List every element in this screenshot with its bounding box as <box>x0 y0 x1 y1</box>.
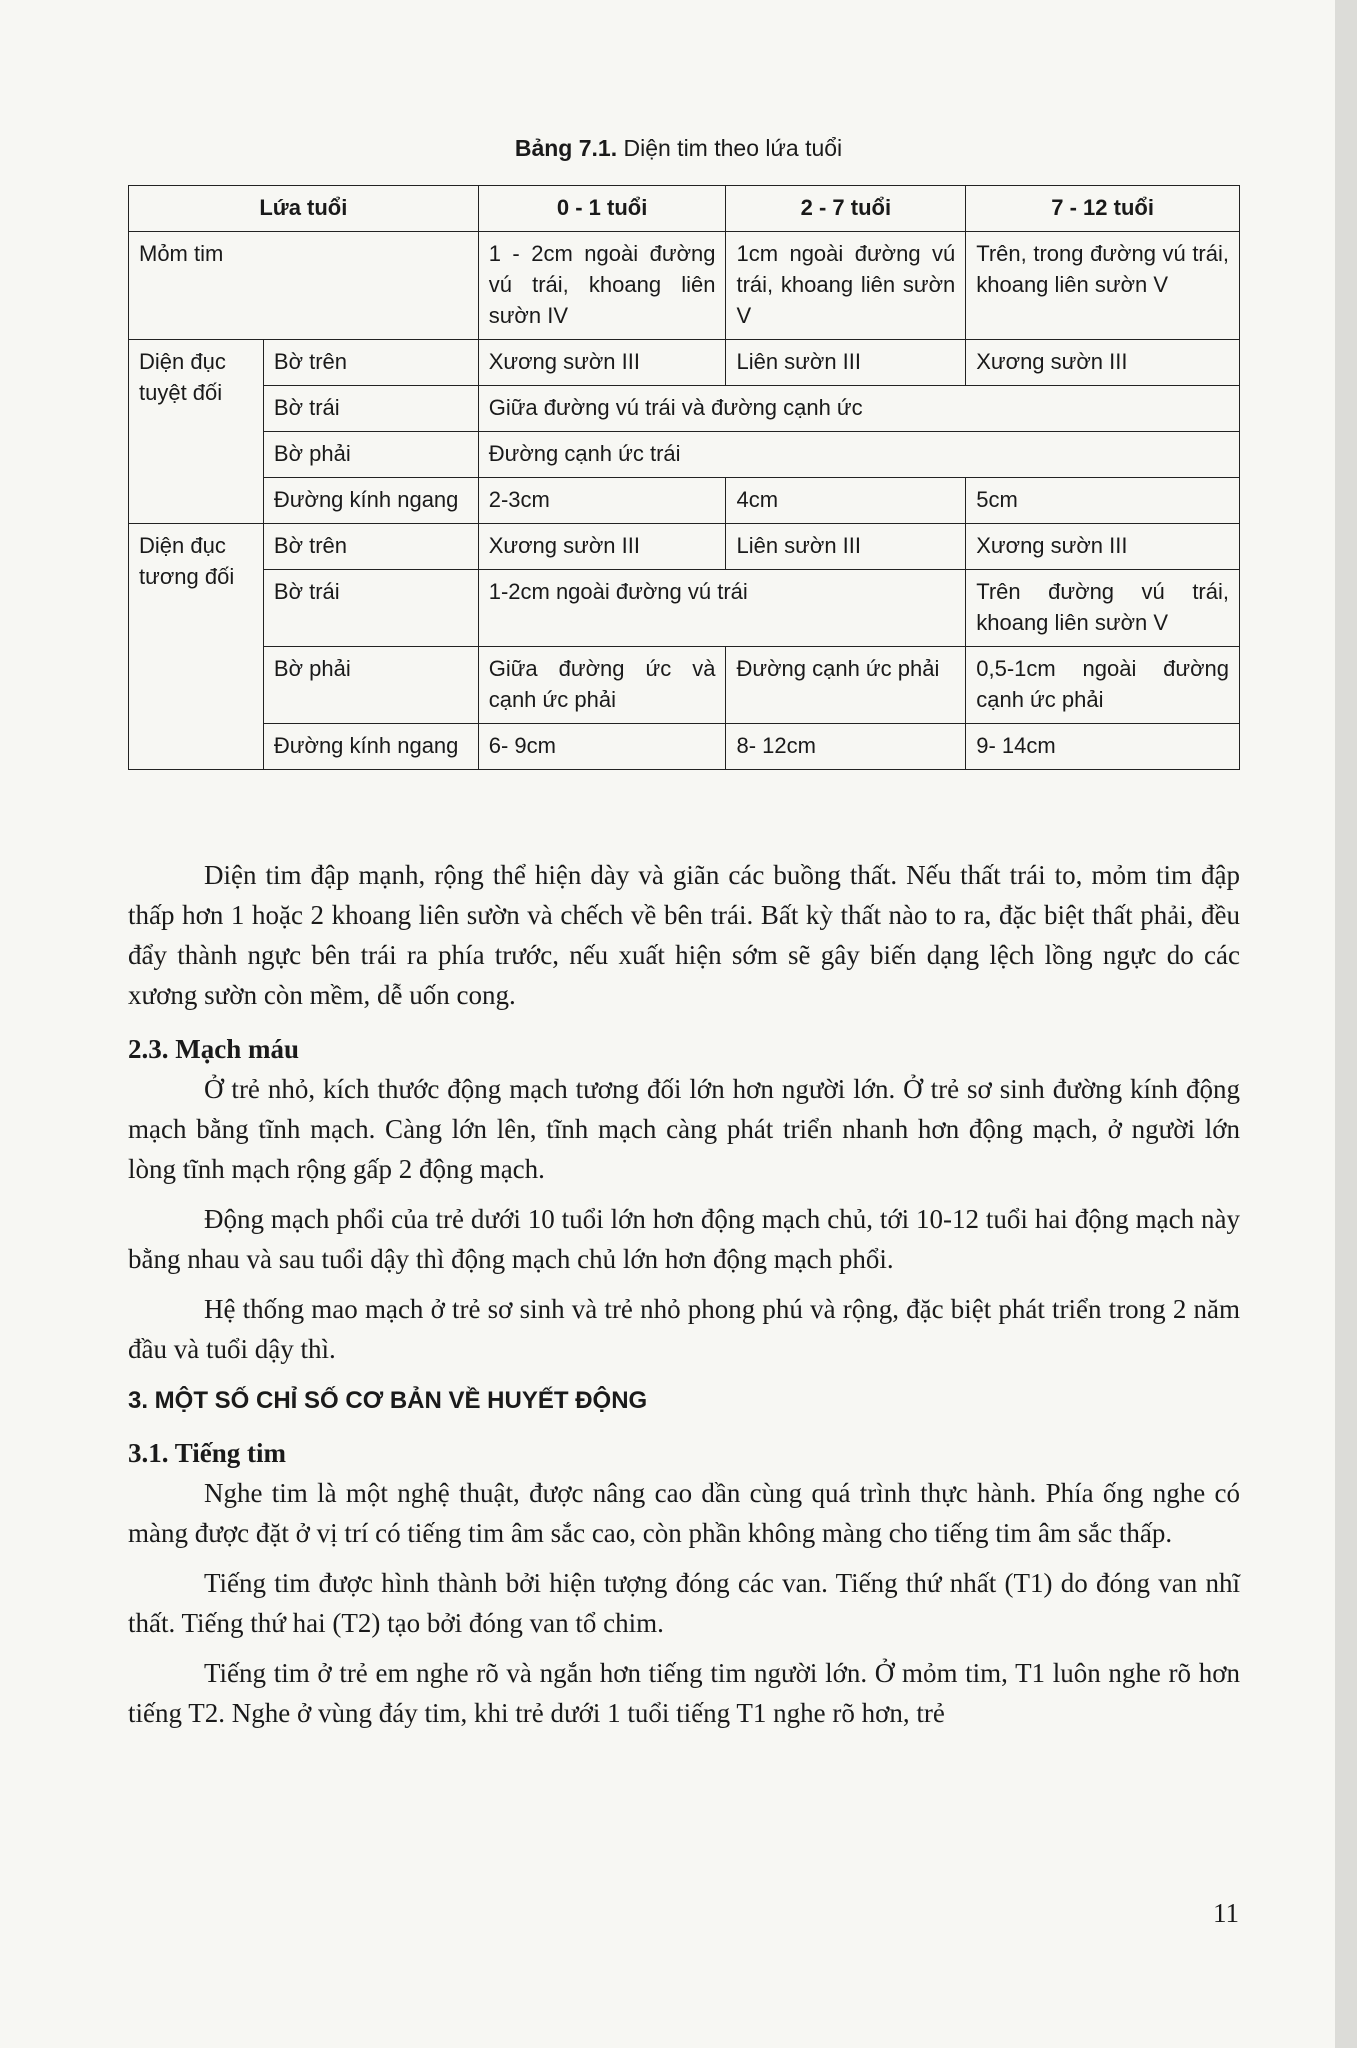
table-cell: 1cm ngoài đường vú trái, khoang liên sườn V <box>726 232 966 340</box>
table-cell: Trên đường vú trái, khoang liên sườn V <box>966 570 1240 647</box>
header-7-12: 7 - 12 tuổi <box>966 186 1240 232</box>
paragraph: Tiếng tim được hình thành bởi hiện tượng đóng các van. Tiếng thứ nhất (T1) do đóng van nhĩ thất. Tiếng thứ hai (T2) tạo bởi đóng van tổ chim. <box>128 1568 1240 1638</box>
section-heading: 2.3. Mạch máu <box>128 1034 299 1064</box>
caption-label: Bảng 7.1. <box>514 135 618 161</box>
table-cell: 6- 9cm <box>478 724 726 770</box>
table-row <box>129 232 1240 340</box>
table-row <box>129 647 1240 724</box>
paragraph: Hệ thống mao mạch ở trẻ sơ sinh và trẻ nhỏ phong phú và rộng, đặc biệt phát triển trong 2 năm đầu và tuổi dậy thì. <box>128 1294 1240 1364</box>
table-row <box>129 724 1240 770</box>
table-row <box>129 524 1240 570</box>
paragraph: Tiếng tim ở trẻ em nghe rõ và ngắn hơn tiếng tim người lớn. Ở mỏm tim, T1 luôn nghe rõ hơn tiếng T2. Nghe ở vùng đáy tim, khi trẻ dưới 1 tuổi tiếng T1 nghe rõ hơn, trẻ <box>128 1658 1240 1728</box>
table-cell: Liên sườn III <box>726 340 966 386</box>
table-cell: Trên, trong đường vú trái, khoang liên sườn V <box>966 232 1240 340</box>
table-cell: Xương sườn III <box>478 340 726 386</box>
sub-label: Đường kính ngang <box>263 724 478 770</box>
table-cell: 1-2cm ngoài đường vú trái <box>478 570 966 647</box>
chapter-heading: 3. MỘT SỐ CHỈ SỐ CƠ BẢN VỀ HUYẾT ĐỘNG <box>128 1387 648 1414</box>
table-cell: 5cm <box>966 478 1240 524</box>
table-cell: Giữa đường ức và cạnh ức phải <box>478 647 726 724</box>
table-cell: Giữa đường vú trái và đường cạnh ức <box>478 386 1239 432</box>
group-label: Diện đục tuyệt đối <box>129 340 264 524</box>
table-cell: Đường cạnh ức phải <box>726 647 966 724</box>
table-row <box>129 386 1240 432</box>
body-text <box>128 855 1240 1743</box>
table-cell: 0,5-1cm ngoài đường cạnh ức phải <box>966 647 1240 724</box>
table-cell: Liên sườn III <box>726 524 966 570</box>
header-age: Lứa tuổi <box>129 186 479 232</box>
paragraph: Nghe tim là một nghệ thuật, được nâng cao dần cùng quá trình thực hành. Phía ống nghe có màng được đặt ở vị trí có tiếng tim âm sắc cao, còn phần không màng cho tiếng tim âm sắc thấp. <box>128 1478 1240 1548</box>
sub-label: Bờ trái <box>263 570 478 647</box>
page-number: 11 <box>1213 1898 1239 1928</box>
table-cell: 8- 12cm <box>726 724 966 770</box>
table-row <box>129 570 1240 647</box>
sub-label: Bờ trên <box>263 340 478 386</box>
table-caption <box>0 135 1357 162</box>
page-edge <box>1335 0 1357 2048</box>
table-row <box>129 340 1240 386</box>
paragraph: Ở trẻ nhỏ, kích thước động mạch tương đối lớn hơn người lớn. Ở trẻ sơ sinh đường kính động mạch bằng tĩnh mạch. Càng lớn lên, tĩnh mạch càng phát triển nhanh hơn động mạch, ở người lớn lòng tĩnh mạch rộng gấp 2 động mạch. <box>128 1074 1240 1184</box>
table-cell: Đường cạnh ức trái <box>478 432 1239 478</box>
section-heading: 3.1. Tiếng tim <box>128 1438 287 1468</box>
header-0-1: 0 - 1 tuổi <box>478 186 726 232</box>
header-2-7: 2 - 7 tuổi <box>726 186 966 232</box>
table-cell: 4cm <box>726 478 966 524</box>
caption-text: Diện tim theo lứa tuổi <box>623 135 843 161</box>
table-cell: Xương sườn III <box>966 524 1240 570</box>
sub-label: Bờ trên <box>263 524 478 570</box>
table-row <box>129 432 1240 478</box>
table-cell: 1 - 2cm ngoài đường vú trái, khoang liên sườn IV <box>478 232 726 340</box>
row-label: Mỏm tim <box>129 232 479 340</box>
heart-area-table <box>128 185 1240 770</box>
paragraph: Động mạch phổi của trẻ dưới 10 tuổi lớn hơn động mạch chủ, tới 10-12 tuổi hai động mạch này bằng nhau và sau tuổi dậy thì động mạch chủ lớn hơn động mạch phổi. <box>128 1204 1240 1274</box>
sub-label: Bờ phải <box>263 432 478 478</box>
group-label: Diện đục tương đối <box>129 524 264 770</box>
table-row <box>129 478 1240 524</box>
sub-label: Bờ phải <box>263 647 478 724</box>
sub-label: Đường kính ngang <box>263 478 478 524</box>
sub-label: Bờ trái <box>263 386 478 432</box>
table-cell: Xương sườn III <box>966 340 1240 386</box>
table-cell: Xương sườn III <box>478 524 726 570</box>
paragraph: Diện tim đập mạnh, rộng thể hiện dày và giãn các buồng thất. Nếu thất trái to, mỏm tim đập thấp hơn 1 hoặc 2 khoang liên sườn và chếch về bên trái. Bất kỳ thất nào to ra, đặc biệt thất phải, đều đẩy thành ngực bên trái ra phía trước, nếu xuất hiện sớm sẽ gây biến dạng lệch lồng ngực do các xương sườn còn mềm, dễ uốn cong. <box>128 860 1240 1010</box>
table-cell: 9- 14cm <box>966 724 1240 770</box>
table-header-row <box>129 186 1240 232</box>
table-cell: 2-3cm <box>478 478 726 524</box>
